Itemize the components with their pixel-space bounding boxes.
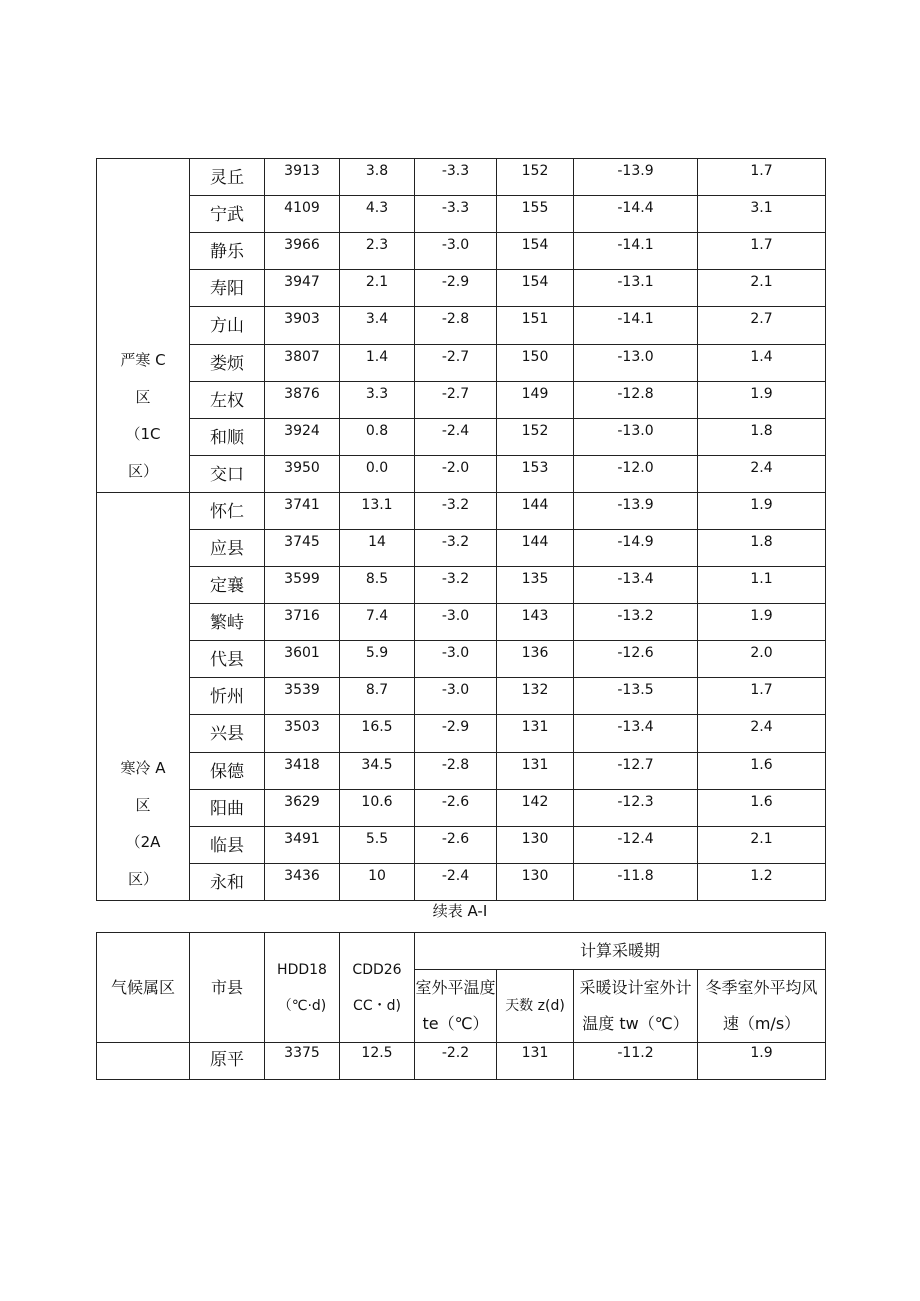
wind-cell: 1.8 <box>698 418 826 455</box>
city-cell: 繁峙 <box>190 604 265 641</box>
city-cell: 宁武 <box>190 196 265 233</box>
cdd-cell: 0.8 <box>340 418 415 455</box>
te-cell: -2.7 <box>415 381 497 418</box>
zone-label-line: 区 <box>135 388 151 406</box>
zone-label-line: 区 <box>135 796 151 814</box>
wind-cell: 1.8 <box>698 530 826 567</box>
hdd-cell: 3418 <box>265 752 340 789</box>
city-cell: 代县 <box>190 641 265 678</box>
city-cell: 和顺 <box>190 418 265 455</box>
days-cell: 154 <box>497 233 574 270</box>
city-cell: 左权 <box>190 381 265 418</box>
wind-cell: 2.4 <box>698 455 826 492</box>
table-row <box>97 493 826 530</box>
days-cell: 131 <box>497 1043 574 1080</box>
cdd-cell: 2.1 <box>340 270 415 307</box>
table-row <box>97 641 826 678</box>
city-cell: 寿阳 <box>190 270 265 307</box>
days-cell: 136 <box>497 641 574 678</box>
days-cell: 144 <box>497 530 574 567</box>
wind-cell: 1.2 <box>698 863 826 900</box>
tw-cell: -13.1 <box>574 270 698 307</box>
days-cell: 152 <box>497 418 574 455</box>
te-cell: -2.2 <box>415 1043 497 1080</box>
te-cell: -2.7 <box>415 344 497 381</box>
te-cell: -2.8 <box>415 307 497 344</box>
zone-label-line: 区） <box>127 462 158 480</box>
header-heating-period: 计算采暖期 <box>415 933 826 970</box>
table-row <box>97 678 826 715</box>
table-row <box>97 196 826 233</box>
header-te: 室外平温度 te（℃） <box>415 970 497 1043</box>
hdd-cell: 3924 <box>265 418 340 455</box>
hdd-cell: 3950 <box>265 455 340 492</box>
table-row <box>97 863 826 900</box>
table-row <box>97 826 826 863</box>
cdd-cell: 0.0 <box>340 455 415 492</box>
table-row <box>97 604 826 641</box>
header-city: 市县 <box>190 933 265 1043</box>
table-caption: 续表 A-I <box>432 902 488 920</box>
tw-cell: -13.0 <box>574 344 698 381</box>
wind-cell: 2.1 <box>698 826 826 863</box>
tw-cell: -13.4 <box>574 567 698 604</box>
te-cell: -3.2 <box>415 567 497 604</box>
days-cell: 153 <box>497 455 574 492</box>
te-cell: -2.4 <box>415 418 497 455</box>
city-cell: 应县 <box>190 530 265 567</box>
hdd-cell: 3599 <box>265 567 340 604</box>
table-row <box>97 455 826 492</box>
table-row <box>97 270 826 307</box>
hdd-cell: 3876 <box>265 381 340 418</box>
te-cell: -2.9 <box>415 715 497 752</box>
hdd-cell: 3966 <box>265 233 340 270</box>
days-cell: 131 <box>497 715 574 752</box>
city-cell: 交口 <box>190 455 265 492</box>
wind-cell: 1.7 <box>698 159 826 196</box>
climate-table-continued <box>96 158 826 901</box>
table-row <box>97 567 826 604</box>
table-row <box>97 418 826 455</box>
tw-cell: -12.6 <box>574 641 698 678</box>
wind-cell: 1.7 <box>698 678 826 715</box>
days-cell: 144 <box>497 493 574 530</box>
city-cell: 保德 <box>190 752 265 789</box>
tw-cell: -14.4 <box>574 196 698 233</box>
cdd-cell: 4.3 <box>340 196 415 233</box>
cdd-cell: 3.4 <box>340 307 415 344</box>
te-cell: -3.3 <box>415 196 497 233</box>
tw-cell: -13.2 <box>574 604 698 641</box>
te-cell: -2.4 <box>415 863 497 900</box>
hdd-cell: 3913 <box>265 159 340 196</box>
zone-cell <box>97 493 190 901</box>
hdd-cell: 3745 <box>265 530 340 567</box>
te-cell: -3.0 <box>415 233 497 270</box>
days-cell: 149 <box>497 381 574 418</box>
header-zone: 气候属区 <box>97 933 190 1043</box>
days-cell: 130 <box>497 863 574 900</box>
table-row <box>97 1043 826 1080</box>
cdd-cell: 13.1 <box>340 493 415 530</box>
city-cell: 原平 <box>190 1043 265 1080</box>
wind-cell: 1.9 <box>698 493 826 530</box>
table-row <box>97 715 826 752</box>
wind-cell: 1.9 <box>698 381 826 418</box>
cdd-cell: 5.9 <box>340 641 415 678</box>
days-cell: 135 <box>497 567 574 604</box>
wind-cell: 1.1 <box>698 567 826 604</box>
days-cell: 142 <box>497 789 574 826</box>
cdd-cell: 2.3 <box>340 233 415 270</box>
wind-cell: 2.0 <box>698 641 826 678</box>
climate-table-header-section <box>96 932 826 1080</box>
tw-cell: -12.0 <box>574 455 698 492</box>
tw-cell: -13.5 <box>574 678 698 715</box>
tw-cell: -14.1 <box>574 307 698 344</box>
cdd-cell: 14 <box>340 530 415 567</box>
cdd-cell: 10 <box>340 863 415 900</box>
zone-label-line: （1C <box>125 425 161 443</box>
city-cell: 静乐 <box>190 233 265 270</box>
zone-label-line: （2A <box>125 833 161 851</box>
zone-label-line: 寒冷 A <box>120 759 166 777</box>
cdd-cell: 5.5 <box>340 826 415 863</box>
cdd-cell: 1.4 <box>340 344 415 381</box>
table-row <box>97 233 826 270</box>
tw-cell: -13.0 <box>574 418 698 455</box>
tw-cell: -12.8 <box>574 381 698 418</box>
table-row <box>97 344 826 381</box>
wind-cell: 2.7 <box>698 307 826 344</box>
tw-cell: -12.7 <box>574 752 698 789</box>
days-cell: 150 <box>497 344 574 381</box>
te-cell: -2.0 <box>415 455 497 492</box>
wind-cell: 1.9 <box>698 604 826 641</box>
hdd-cell: 3629 <box>265 789 340 826</box>
hdd-cell: 4109 <box>265 196 340 233</box>
hdd-cell: 3903 <box>265 307 340 344</box>
hdd-cell: 3503 <box>265 715 340 752</box>
te-cell: -3.0 <box>415 678 497 715</box>
hdd-cell: 3947 <box>265 270 340 307</box>
zone-label-line: 区） <box>127 870 158 888</box>
tw-cell: -14.9 <box>574 530 698 567</box>
city-cell: 阳曲 <box>190 789 265 826</box>
header-days: 天数 z(d) <box>497 970 574 1043</box>
tw-cell: -11.2 <box>574 1043 698 1080</box>
hdd-cell: 3601 <box>265 641 340 678</box>
cdd-cell: 3.3 <box>340 381 415 418</box>
table-row <box>97 381 826 418</box>
te-cell: -3.2 <box>415 493 497 530</box>
cdd-cell: 34.5 <box>340 752 415 789</box>
city-cell: 娄烦 <box>190 344 265 381</box>
header-tw: 采暖设计室外计温度 tw（℃） <box>574 970 698 1043</box>
tw-cell: -11.8 <box>574 863 698 900</box>
te-cell: -2.6 <box>415 789 497 826</box>
wind-cell: 2.4 <box>698 715 826 752</box>
days-cell: 130 <box>497 826 574 863</box>
zone-cell <box>97 159 190 493</box>
days-cell: 155 <box>497 196 574 233</box>
te-cell: -2.6 <box>415 826 497 863</box>
tw-cell: -13.4 <box>574 715 698 752</box>
cdd-cell: 12.5 <box>340 1043 415 1080</box>
city-cell: 兴县 <box>190 715 265 752</box>
cdd-cell: 16.5 <box>340 715 415 752</box>
hdd-cell: 3491 <box>265 826 340 863</box>
hdd-cell: 3716 <box>265 604 340 641</box>
wind-cell: 1.9 <box>698 1043 826 1080</box>
city-cell: 定襄 <box>190 567 265 604</box>
table-row <box>97 530 826 567</box>
hdd-cell: 3539 <box>265 678 340 715</box>
city-cell: 灵丘 <box>190 159 265 196</box>
table-row <box>97 789 826 826</box>
te-cell: -3.3 <box>415 159 497 196</box>
city-cell: 临县 <box>190 826 265 863</box>
te-cell: -2.9 <box>415 270 497 307</box>
days-cell: 131 <box>497 752 574 789</box>
days-cell: 143 <box>497 604 574 641</box>
table-row <box>97 307 826 344</box>
te-cell: -2.8 <box>415 752 497 789</box>
table-row <box>97 752 826 789</box>
wind-cell: 2.1 <box>698 270 826 307</box>
city-cell: 方山 <box>190 307 265 344</box>
city-cell: 永和 <box>190 863 265 900</box>
header-hdd: HDD18（℃·d) <box>265 933 340 1043</box>
tw-cell: -12.4 <box>574 826 698 863</box>
hdd-cell: 3807 <box>265 344 340 381</box>
tw-cell: -13.9 <box>574 493 698 530</box>
tw-cell: -14.1 <box>574 233 698 270</box>
days-cell: 132 <box>497 678 574 715</box>
zone-label-line: 严寒 C <box>120 351 166 369</box>
wind-cell: 1.6 <box>698 789 826 826</box>
hdd-cell: 3436 <box>265 863 340 900</box>
tw-cell: -12.3 <box>574 789 698 826</box>
days-cell: 152 <box>497 159 574 196</box>
wind-cell: 1.4 <box>698 344 826 381</box>
cdd-cell: 10.6 <box>340 789 415 826</box>
cdd-cell: 8.5 <box>340 567 415 604</box>
city-cell: 忻州 <box>190 678 265 715</box>
hdd-cell: 3375 <box>265 1043 340 1080</box>
zone-cell-empty <box>97 1043 190 1080</box>
cdd-cell: 3.8 <box>340 159 415 196</box>
tw-cell: -13.9 <box>574 159 698 196</box>
te-cell: -3.0 <box>415 641 497 678</box>
days-cell: 154 <box>497 270 574 307</box>
header-wind: 冬季室外平均风速（m/s） <box>698 970 826 1043</box>
te-cell: -3.2 <box>415 530 497 567</box>
wind-cell: 1.6 <box>698 752 826 789</box>
cdd-cell: 7.4 <box>340 604 415 641</box>
te-cell: -3.0 <box>415 604 497 641</box>
hdd-cell: 3741 <box>265 493 340 530</box>
header-cdd: CDD26 CC・d) <box>340 933 415 1043</box>
city-cell: 怀仁 <box>190 493 265 530</box>
days-cell: 151 <box>497 307 574 344</box>
wind-cell: 3.1 <box>698 196 826 233</box>
cdd-cell: 8.7 <box>340 678 415 715</box>
table-row <box>97 159 826 196</box>
wind-cell: 1.7 <box>698 233 826 270</box>
